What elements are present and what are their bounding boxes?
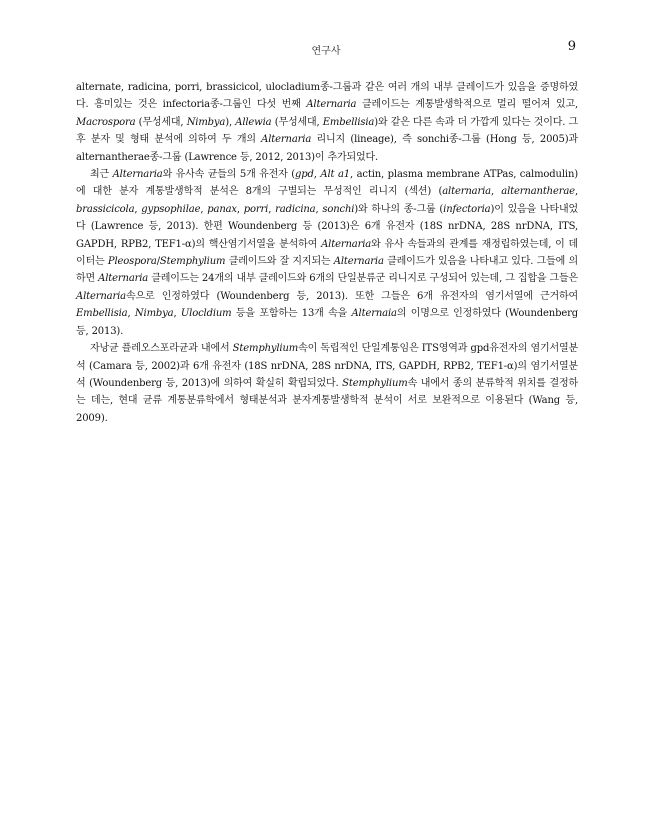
text-run: 속으로 인정하였다 (Woundenberg 등, 2013). 또한 그들은 6개 유전자의 염기서열에 근거하여: [125, 290, 578, 302]
paragraph-2: [76, 166, 578, 340]
italic-term: brassicicola: [76, 203, 135, 215]
text-run: 와 유사속 균들의 5개 유전자 (: [162, 169, 296, 181]
text-run: (무성세대,: [271, 116, 323, 128]
text-run: 리니지 (lineage), 즉 sonchi종-그룹 (Hong 등, 2005)과 alternantherae종-그룹 (Lawrence 등, 2012, 2013)이 추가되었다.: [76, 134, 578, 163]
italic-term: Alternaria: [112, 169, 163, 181]
italic-term: radicina: [275, 203, 316, 215]
italic-term: Alt a1: [320, 169, 350, 181]
italic-term: Pleospora: [107, 256, 157, 268]
italic-term: Embellisia: [76, 308, 128, 320]
italic-term: alternantherae: [501, 186, 575, 198]
paragraph-3: [76, 340, 578, 427]
text-run: )와 같은 다른 속과 더 가깝게 있다는 것이다. 그 후 분자 및 형태 분석에 의하여 두 개의: [76, 116, 578, 146]
text-run: ,: [490, 186, 502, 198]
italic-term: Nimbya: [186, 116, 226, 128]
italic-term: Ulocldium: [180, 308, 232, 320]
paragraph-1: [76, 79, 578, 166]
italic-term: Alternaria: [321, 238, 372, 250]
text-run: 자낭균 플레오스포라균과 내에서: [90, 343, 233, 355]
italic-term: Allewia: [235, 116, 272, 128]
text-run: /: [156, 256, 160, 268]
italic-term: panax: [207, 203, 237, 215]
text-run: 클레이드와 잘 지지되는: [225, 256, 334, 268]
text-run: ,: [173, 308, 181, 320]
italic-term: Alternaria: [98, 273, 149, 285]
italic-term: gypsophilae: [141, 203, 201, 215]
italic-term: Macrospora: [76, 116, 136, 128]
italic-term: Alternaria: [261, 134, 312, 146]
italic-term: porri: [243, 203, 269, 215]
running-head: 연구사: [311, 46, 341, 57]
text-run: , actin, plasma membrane ATPas, calmodulin)에 대한 분자 계통발생학적 분석은 8개의 구별되는 무성적인 리니지 (섹션) (: [76, 169, 578, 198]
italic-term: gpd: [295, 169, 314, 181]
italic-term: Alternaria: [76, 290, 126, 302]
text-run: 의 이명으로 인정하였다 (Woundenberg 등, 2013).: [76, 308, 578, 337]
italic-term: alternaria: [442, 186, 491, 198]
text-run: ,: [236, 203, 244, 215]
italic-term: infectoria: [443, 203, 491, 215]
text-run: ,: [268, 203, 276, 215]
text-run: ,: [313, 169, 321, 181]
text-run: 속 내에서 종의 분류학적 위치를 결정하는 데는, 현대 균류 계통분류학에서 형태분석과 분자계통발생학적 분석이 서로 보완적으로 이용된다 (Wang 등, 2009).: [76, 377, 578, 424]
page-number: 9: [567, 39, 576, 54]
text-run: alternate, radicina, porri, brassicicol, ulocladium종-그룹과 같은 여러 개의 내부 클레이드가 있음을 증명하였다. 흥미있는 것은 infectoria종-그룹인 다섯 번째: [76, 82, 578, 111]
italic-term: Stemphylium: [159, 256, 226, 268]
text-run: ,: [574, 186, 578, 198]
text-run: 클레이드는 24개의 내부 클레이드와 6개의 단일분류군 리니지로 구성되어 있는데, 그 집합을 그들은: [148, 273, 578, 285]
italic-term: Embellisia: [322, 116, 375, 128]
text-run: ,: [127, 308, 135, 320]
text-run: ,: [315, 203, 323, 215]
text-run: 클레이드가 있음을 나타내고 있다. 그들에 의하면: [76, 256, 578, 285]
italic-term: Stemphylium: [342, 377, 408, 389]
text-run: (무성세대,: [135, 116, 187, 128]
italic-term: Nimbya: [134, 308, 174, 320]
text-run: 와 유사 속들과의 관계를 재정립하였는데, 이 데이터는: [76, 238, 578, 268]
text-run: )와 하나의 종-그룹 (: [354, 203, 444, 215]
text-run: 최근: [90, 169, 113, 181]
text-run: )이 있음을 나타내었다 (Lawrence 등, 2013). 한편 Woundenberg 등 (2013)은 6개 유전자 (18S nrDNA, 28S nrDNA, ITS, GAPDH, RPB2, TEF1-α)의 핵산염기서열을 분석하여: [76, 203, 579, 250]
text-run: ),: [225, 116, 236, 128]
italic-term: Alternaria: [306, 99, 357, 111]
text-run: ,: [134, 203, 142, 215]
page-header: [0, 39, 652, 62]
text-run: 속이 독립적인 단일계통임은 ITS영역과 gpd유전자의 염기서열분석 (Camara 등, 2002)과 6개 유전자 (18S nrDNA, 28S nrDNA, ITS, GAPDH, RPB2, TEF1-α)의 염기서열분석 (Woundenberg 등, 2013)에 의하여 확실히 확립되었다.: [76, 343, 578, 389]
body-text: [76, 79, 578, 427]
text-run: 클레이드는 계통발생학적으로 멀리 떨어져 있고,: [356, 99, 578, 111]
italic-term: Alternaia: [351, 308, 397, 320]
text-run: 등을 포함하는 13개 속을: [231, 308, 352, 320]
text-run: ,: [200, 203, 208, 215]
italic-term: Alternaria: [333, 256, 384, 268]
italic-term: Stemphylium: [232, 343, 299, 355]
italic-term: sonchi: [322, 203, 355, 215]
